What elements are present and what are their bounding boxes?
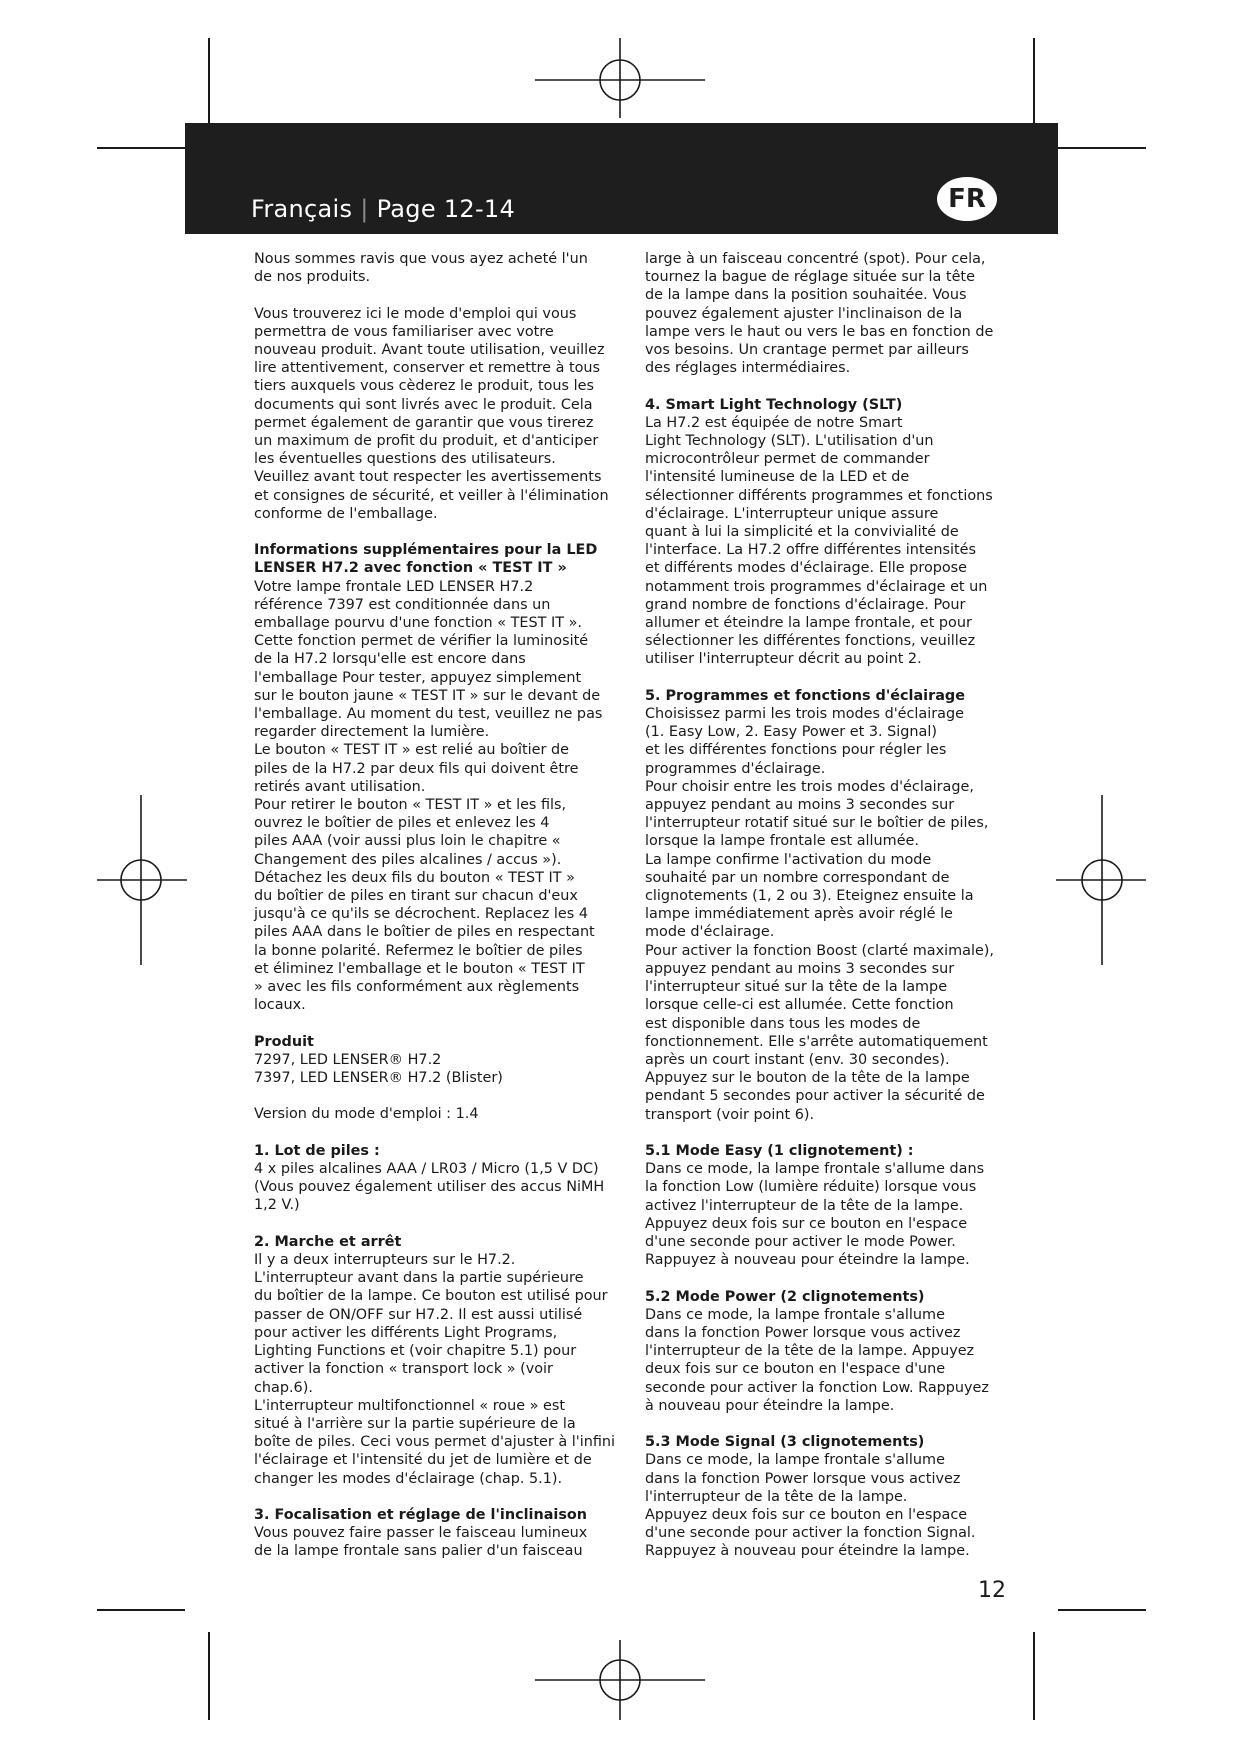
text-line: transport (voir point 6). [645,1106,815,1123]
text-line: grand nombre de fonctions d'éclairage. Pour [645,596,966,613]
page-header [185,123,1058,234]
text-line: situé à l'arrière sur la partie supérieure de la [254,1415,576,1432]
page-number: 12 [978,1578,1006,1603]
text-line: l'éclairage et l'intensité du jet de lumière et de [254,1452,592,1469]
section-heading: 5.2 Mode Power (2 clignotements) [645,1288,925,1305]
text-line: après un court instant (env. 30 secondes). [645,1051,950,1068]
text-line: appuyez pendant au moins 3 secondes sur [645,797,955,814]
text-line: l'intensité lumineuse de la LED et de [645,469,910,486]
text-line: l'emballage Pour tester, appuyez simplement [254,669,582,686]
text-line: 1,2 V.) [254,1197,300,1214]
registration-mark-left [97,795,187,965]
text-line: nouveau produit. Avant toute utilisation, veuillez [254,342,605,358]
text-section [254,250,634,286]
text-line: Détachez les deux fils du bouton « TEST IT » [254,869,575,886]
crop-mark-bottom-right-horizontal [1058,1609,1146,1611]
text-line: notamment trois programmes d'éclairage et un [645,578,988,595]
text-line: du boîtier de la lampe. Ce bouton est utilisé pour [254,1288,608,1305]
text-section [254,1506,634,1561]
header-pages: Page 12-14 [376,195,516,223]
text-line: (1. Easy Low, 2. Easy Power et 3. Signal) [645,724,937,741]
text-line: Nous sommes ravis que vous ayez acheté l'un [254,251,588,267]
text-line: à nouveau pour éteindre la lampe. [645,1397,895,1414]
text-line: L'interrupteur avant dans la partie supérieure [254,1270,584,1287]
text-line: pour activer les différents Light Programs, [254,1324,558,1341]
text-line: piles de la H7.2 par deux fils qui doivent être [254,760,579,777]
text-line: de la lampe frontale sans palier d'un faisceau [254,1543,583,1560]
text-line: Appuyez deux fois sur ce bouton en l'espace [645,1215,968,1232]
text-line: l'interface. La H7.2 offre différentes intensités [645,542,976,559]
text-line: Lighting Functions et (voir chapitre 5.1) pour [254,1343,577,1360]
text-line: Appuyez sur le bouton de la tête de la lampe [645,1070,970,1087]
text-line: permettra de vous familiariser avec votre [254,323,554,340]
text-line: pendant 5 secondes pour activer la sécurité de [645,1088,985,1105]
text-line: deux fois sur ce bouton en l'espace d'une [645,1361,946,1378]
text-section [254,1105,634,1123]
text-line: sélectionner les différentes fonctions, veuillez [645,633,976,650]
text-line: lampe vers le haut ou vers le bas en fonction de [645,323,994,340]
text-line: activer la fonction « transport lock » (voir [254,1361,553,1378]
text-line: appuyez pendant au moins 3 secondes sur [645,960,955,977]
text-line: Light Technology (SLT). L'utilisation d'un [645,433,934,450]
text-line: (Vous pouvez également utiliser des accus NiMH [254,1179,605,1196]
text-line: et éliminez l'emballage et le bouton « TEST IT [254,960,585,977]
left-column [254,250,634,1579]
text-section [254,1233,634,1488]
text-section [254,305,634,523]
text-line: Choisissez parmi les trois modes d'éclairage [645,706,964,723]
text-line: emballage pourvu d'une fonction « TEST IT ». [254,615,582,632]
section-heading: 5. Programmes et fonctions d'éclairage [645,687,965,704]
text-line: regarder directement la lumière. [254,724,490,741]
text-line: de nos produits. [254,269,371,286]
text-line: lorsque la lampe frontale est allumée. [645,833,919,850]
section-heading: 4. Smart Light Technology (SLT) [645,396,903,413]
right-column [645,250,1030,1579]
crop-mark-bottom-left-horizontal [97,1609,185,1611]
text-line: Version du mode d'emploi : 1.4 [254,1106,479,1123]
section-heading: 5.1 Mode Easy (1 clignotement) : [645,1142,914,1159]
text-section [645,687,1030,1124]
text-line: référence 7397 est conditionnée dans un [254,596,551,613]
text-line: 4 x piles alcalines AAA / LR03 / Micro (1,5 V DC) [254,1161,599,1178]
text-line: » avec les fils conformément aux règlements [254,979,580,996]
text-line: d'une seconde pour activer la fonction Signal. [645,1525,976,1542]
text-line: piles AAA dans le boîtier de piles en respectant [254,924,595,941]
text-line: quant à lui la simplicité et la convivialité de [645,524,959,541]
text-line: retirés avant utilisation. [254,778,426,795]
text-line: Le bouton « TEST IT » est relié au boîtier de [254,742,570,759]
text-line: les éventuelles questions des utilisateurs. [254,451,556,468]
text-line: La lampe confirme l'activation du mode [645,851,932,868]
text-line: boîte de piles. Ceci vous permet d'ajuster à l'infini [254,1434,616,1451]
text-line: est disponible dans tous les modes de [645,1015,921,1032]
text-line: du boîtier de piles en tirant sur chacun d'eux [254,888,578,905]
section-heading: Produit [254,1033,314,1050]
header-separator: | [360,195,369,223]
text-line: Pour choisir entre les trois modes d'éclairage, [645,778,974,795]
language-badge: FR [937,177,997,221]
text-section [645,250,1030,377]
text-line: Changement des piles alcalines / accus »). [254,851,562,868]
registration-mark-right [1056,795,1146,965]
text-section [254,541,634,1014]
section-heading: 2. Marche et arrêt [254,1233,402,1250]
text-line: lampe immédiatement après avoir réglé le [645,906,953,923]
text-line: Dans ce mode, la lampe frontale s'allume [645,1306,945,1323]
text-line: dans la fonction Power lorsque vous activez [645,1324,961,1341]
text-line: Rappuyez à nouveau pour éteindre la lampe. [645,1543,970,1560]
text-section [254,1142,634,1215]
text-line: chap.6). [254,1379,313,1396]
text-line: l'interrupteur de la tête de la lampe. [645,1488,908,1505]
text-line: Pour retirer le bouton « TEST IT » et les fils, [254,797,567,814]
text-line: activez l'interrupteur de la tête de la lampe. [645,1197,964,1214]
crop-mark-bottom-left-vertical [208,1632,210,1720]
text-line: l'interrupteur situé sur la tête de la lampe [645,979,948,996]
text-line: documents qui sont livrés avec le produit. Cela [254,396,593,413]
registration-mark-bottom [535,1640,705,1720]
text-line: des réglages intermédiaires. [645,360,851,377]
text-line: jusqu'à ce qu'ils se décrochent. Replacez les 4 [254,906,588,923]
section-heading: 3. Focalisation et réglage de l'inclinaison [254,1506,588,1523]
text-line: large à un faisceau concentré (spot). Pour cela, [645,251,986,267]
text-section [645,1433,1030,1560]
text-line: dans la fonction Power lorsque vous activez [645,1470,961,1487]
text-line: fonctionnement. Elle s'arrête automatiquement [645,1033,988,1050]
text-line: d'éclairage. L'interrupteur unique assure [645,505,939,522]
text-line: Dans ce mode, la lampe frontale s'allume [645,1452,945,1469]
text-line: sélectionner différents programmes et fonctions [645,487,993,504]
text-line: piles AAA (voir aussi plus loin le chapitre « [254,833,561,850]
text-line: tiers auxquels vous cèderez le produit, tous les [254,378,594,395]
text-line: allumer et éteindre la lampe frontale, et pour [645,615,972,632]
text-line: La H7.2 est équipée de notre Smart [645,414,903,431]
text-line: Il y a deux interrupteurs sur le H7.2. [254,1252,516,1269]
text-line: et consignes de sécurité, et veiller à l'élimination [254,487,609,504]
text-line: Vous pouvez faire passer le faisceau lumineux [254,1525,588,1542]
text-line: clignotements (1, 2 ou 3). Eteignez ensuite la [645,888,974,905]
section-heading: Informations supplémentaires pour la LED [254,542,598,559]
text-line: l'emballage. Au moment du test, veuillez ne pas [254,706,603,723]
text-line: Rappuyez à nouveau pour éteindre la lampe. [645,1252,970,1269]
text-line: seconde pour activer la fonction Low. Rappuyez [645,1379,989,1396]
section-heading: LENSER H7.2 avec fonction « TEST IT » [254,560,567,577]
text-section [645,1142,1030,1269]
text-line: ouvrez le boîtier de piles et enlevez les 4 [254,815,550,832]
text-line: Appuyez deux fois sur ce bouton en l'espace [645,1506,968,1523]
text-line: 7297, LED LENSER® H7.2 [254,1051,442,1068]
text-line: de la H7.2 lorsqu'elle est encore dans [254,651,526,668]
text-line: utiliser l'interrupteur décrit au point 2. [645,651,922,668]
text-line: vos besoins. Un crantage permet par ailleurs [645,342,969,359]
text-line: sur le bouton jaune « TEST IT » sur le devant de [254,687,601,704]
text-line: et les différentes fonctions pour régler les [645,742,947,759]
text-line: conforme de l'emballage. [254,505,438,522]
text-line: tournez la bague de réglage située sur la tête [645,269,975,286]
text-line: la fonction Low (lumière réduite) lorsque vous [645,1179,977,1196]
text-line: Dans ce mode, la lampe frontale s'allume dans [645,1161,985,1178]
text-line: Votre lampe frontale LED LENSER H7.2 [254,578,534,595]
text-line: 7397, LED LENSER® H7.2 (Blister) [254,1070,503,1087]
header-language: Français [251,195,353,223]
crop-mark-bottom-right-vertical [1033,1632,1035,1720]
text-line: l'interrupteur de la tête de la lampe. Appuyez [645,1343,975,1360]
text-line: la bonne polarité. Refermez le boîtier de piles [254,942,583,959]
text-line: L'interrupteur multifonctionnel « roue » est [254,1397,566,1414]
text-line: microcontrôleur permet de commander [645,451,930,468]
text-section [254,1033,634,1088]
text-line: programmes d'éclairage. [645,760,826,777]
text-line: lorsque celle-ci est allumée. Cette fonction [645,997,954,1014]
text-line: souhaité par un nombre correspondant de [645,869,950,886]
text-line: pouvez également ajuster l'inclinaison de la [645,305,963,322]
section-heading: 5.3 Mode Signal (3 clignotements) [645,1434,925,1451]
text-line: Vous trouverez ici le mode d'emploi qui vous [254,305,577,322]
text-line: permet également de garantir que vous tirerez [254,414,594,431]
text-line: mode d'éclairage. [645,924,775,941]
text-line: passer de ON/OFF sur H7.2. Il est aussi utilisé [254,1306,583,1323]
text-line: lire attentivement, conserver et remettre à tous [254,360,601,377]
text-line: un maximum de profit du produit, et d'anticiper [254,433,599,450]
text-section [645,396,1030,669]
text-line: Veuillez avant tout respecter les avertissements [254,469,602,486]
header-title [251,195,515,223]
text-line: de la lampe dans la position souhaitée. Vous [645,287,967,304]
registration-mark-top [535,38,705,118]
text-line: locaux. [254,997,306,1014]
text-line: d'une seconde pour activer le mode Power. [645,1233,956,1250]
text-section [645,1288,1030,1415]
text-line: et différents modes d'éclairage. Elle propose [645,560,968,577]
text-line: Pour activer la fonction Boost (clarté maximale), [645,942,995,959]
section-heading: 1. Lot de piles : [254,1142,380,1159]
text-line: Cette fonction permet de vérifier la luminosité [254,633,589,650]
text-line: l'interrupteur rotatif situé sur le boîtier de piles, [645,815,989,832]
text-line: changer les modes d'éclairage (chap. 5.1). [254,1470,563,1487]
